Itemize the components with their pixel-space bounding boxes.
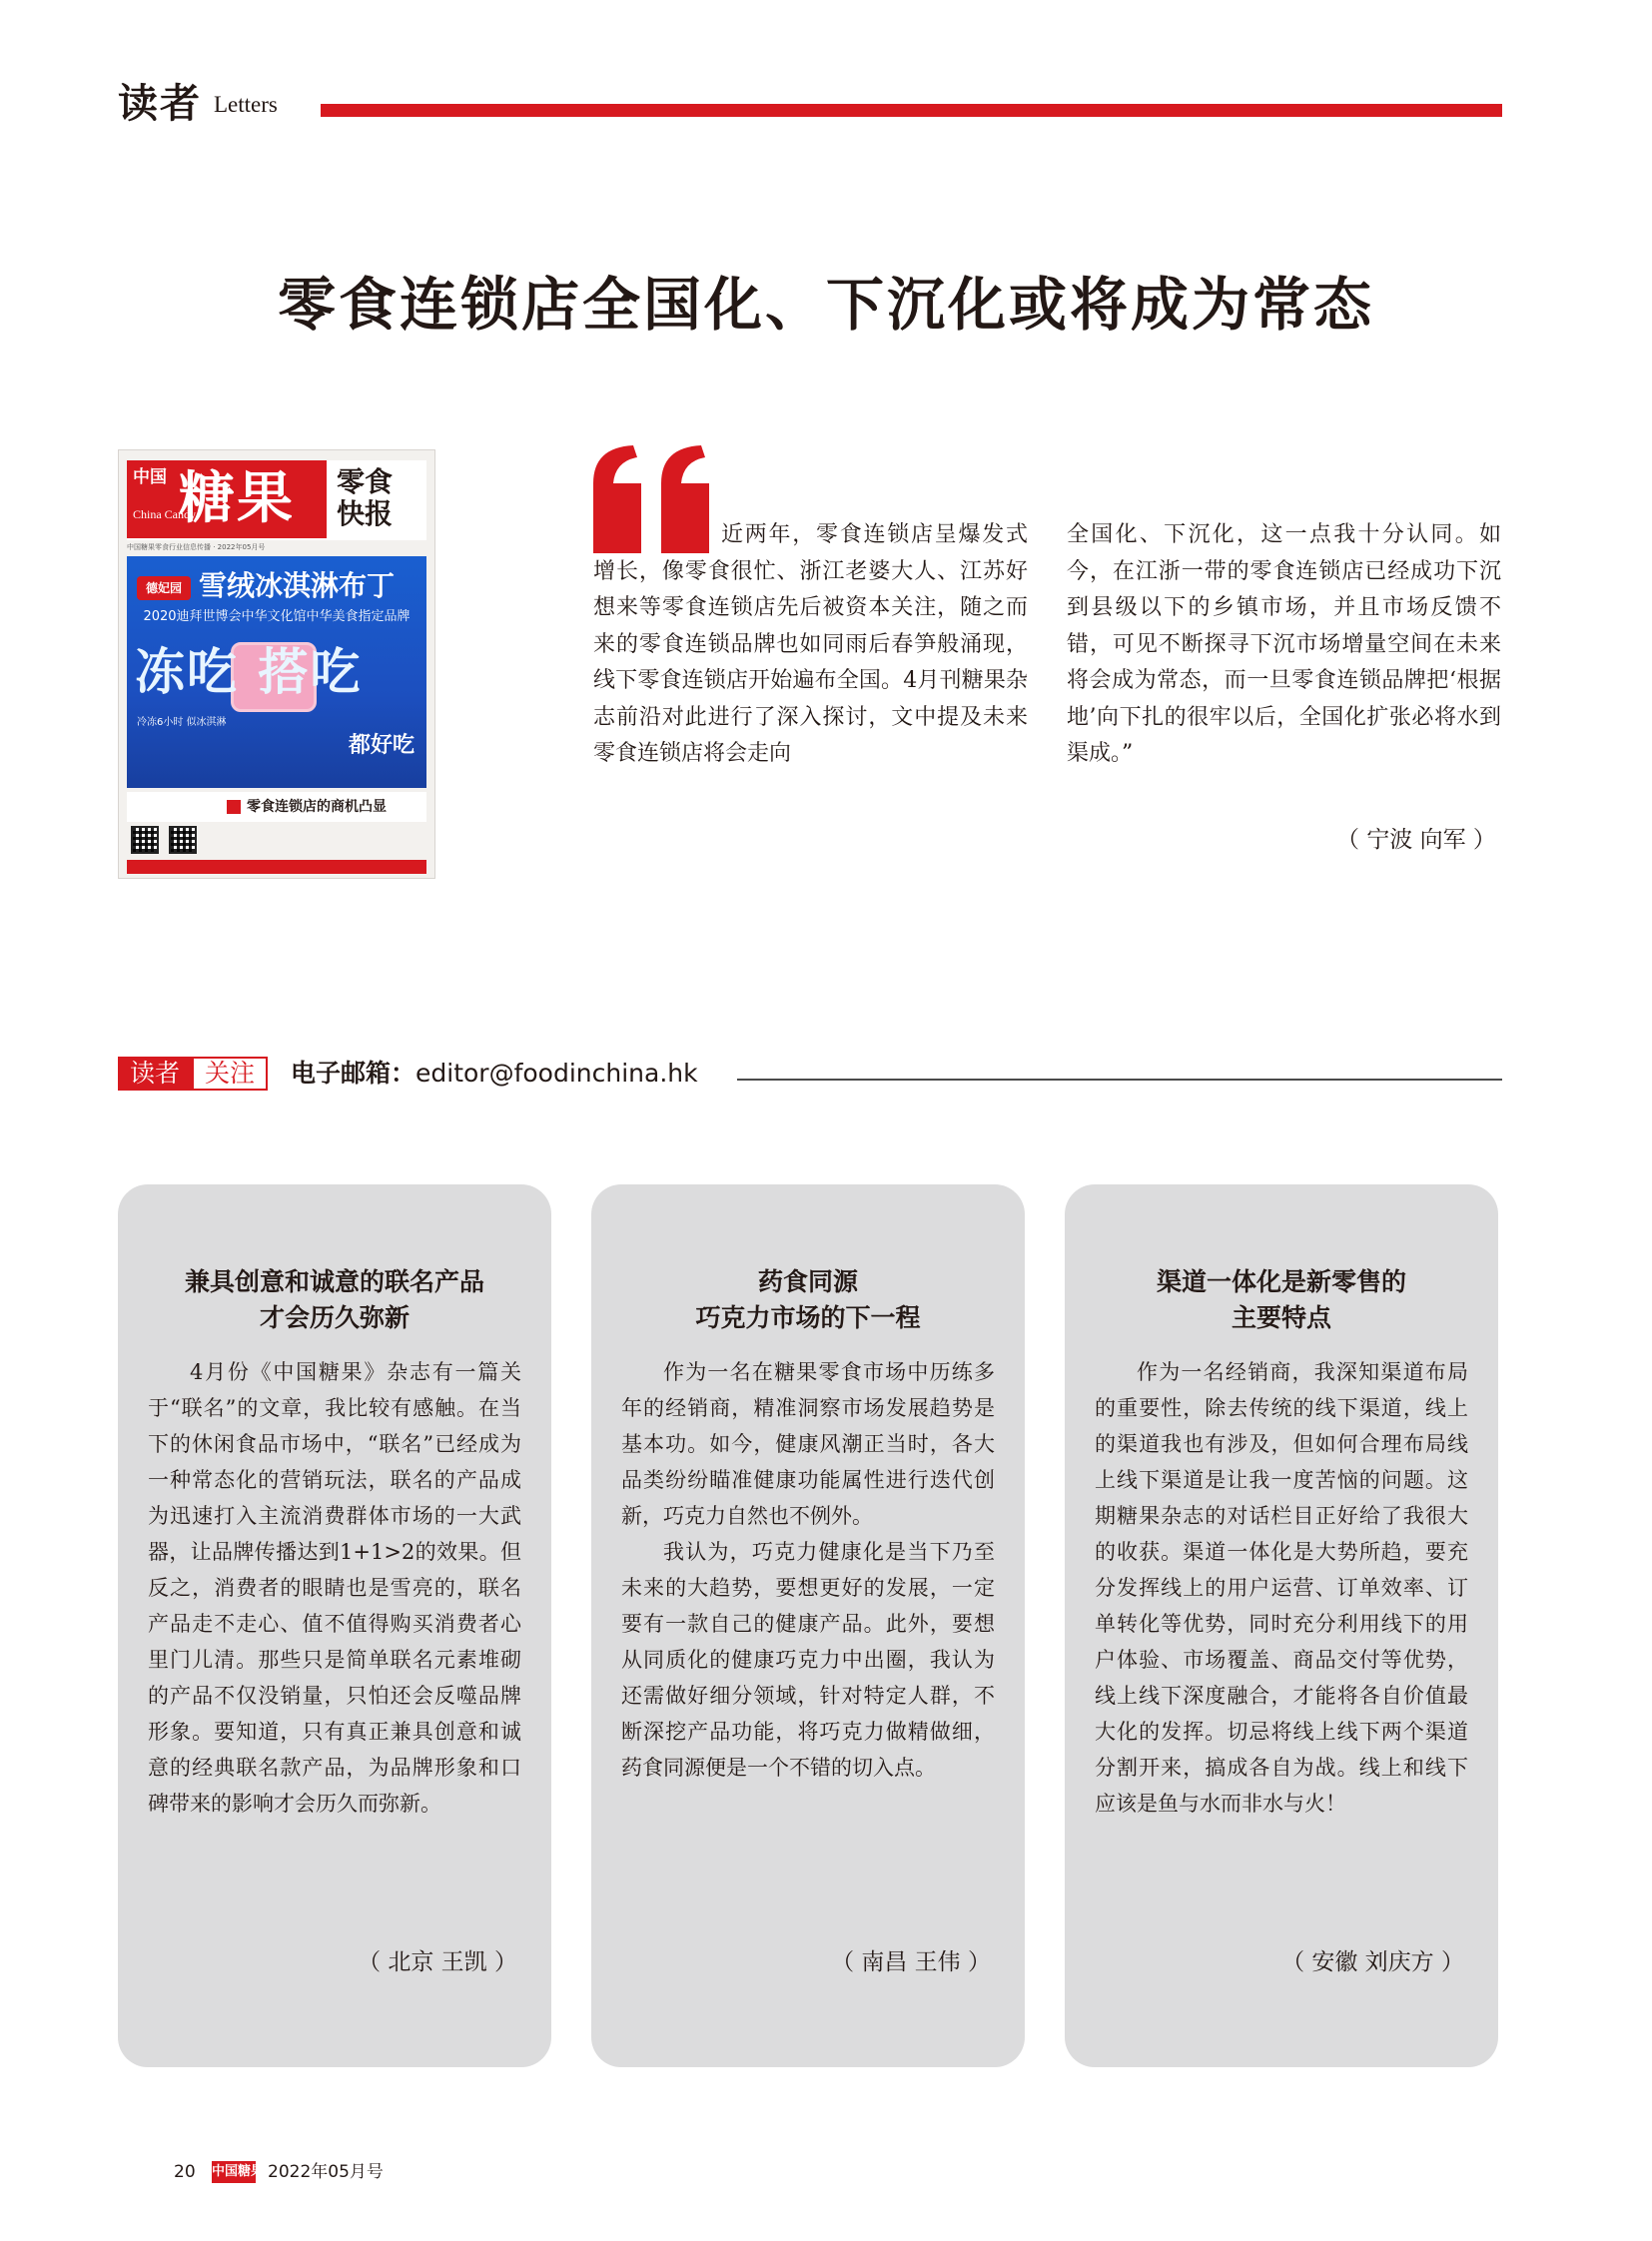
reader-tag: 读者	[118, 1057, 192, 1091]
letter-signature: （ 北京 王凯 ）	[358, 1949, 517, 1975]
magazine-cover-image	[118, 449, 435, 879]
letter-paragraph: 4月份《中国糖果》杂志有一篇关于“联名”的文章，我比较有感触。在当下的休闲食品市场中，“联名”已经成为一种常态化的营销玩法，联名的产品成为迅速打入主流消费群体市场的一大武器，让品牌传播达到1+1>2的效果。但反之，消费者的眼睛也是雪亮的，联名产品走不走心、值不值得购买消费者心里门儿清。那些只是简单联名元素堆砌的产品不仅没销量，只怕还会反噬品牌形象。要知道，只有真正兼具创意和诚意的经典联名款产品，为品牌形象和口碑带来的影响才会历久而弥新。	[148, 1360, 521, 1816]
email-address[interactable]: editor@foodinchina.hk	[415, 1059, 698, 1088]
qr-code-icon	[131, 826, 159, 854]
letter-title-line-1: 药食同源	[757, 1267, 858, 1296]
letter-signature: （ 安徽 刘庆方 ）	[1281, 1949, 1464, 1975]
letter-title	[118, 1264, 551, 1336]
cover-footer-bar	[127, 860, 426, 874]
cover-band-text: 零食连锁店的商机凸显	[247, 799, 387, 815]
cover-quick-label: 零食快报	[337, 465, 394, 530]
qr-code-icon	[169, 826, 197, 854]
section-title-en: Letters	[214, 92, 278, 117]
cover-masthead	[127, 460, 426, 540]
section-title-cn: 读者	[118, 81, 202, 127]
cover-red-block	[127, 460, 327, 538]
cover-ad	[127, 556, 426, 788]
letter-paragraph: 作为一名经销商，我深知渠道布局的重要性，除去传统的线下渠道，线上的渠道我也有涉及，但如何合理布局线上线下渠道是让我一度苦恼的问题。这期糖果杂志的对话栏目正好给了我很大的收获。渠道一体化是大势所趋，要充分发挥线上的用户运营、订单效率、订单转化等优势，同时充分利用线下的用户体验、市场覆盖、商品交付等优势，线上线下深度融合，才能将各自价值最大化的发挥。切忌将线上线下两个渠道分割开来，搞成各自为战。线上和线下应该是鱼与水而非水与火！	[1095, 1360, 1468, 1816]
letter-signature: （ 南昌 王伟 ）	[831, 1949, 991, 1975]
letter-paragraph: 作为一名在糖果零食市场中历练多年的经销商，精准洞察市场发展趋势是基本功。如今，健康风潮正当时，各大品类纷纷瞄准健康功能属性进行迭代创新，巧克力自然也不例外。	[621, 1360, 995, 1528]
letter-title-line-2: 主要特点	[1231, 1303, 1331, 1332]
cover-tangguo-logo: 糖果	[179, 465, 295, 531]
letter-card-1	[118, 1184, 551, 2067]
letter-title-line-2: 巧克力市场的下一程	[695, 1303, 921, 1332]
lead-column-2	[1067, 517, 1501, 773]
cover-candy-label: China Candy	[133, 507, 196, 521]
letter-paragraph: 我认为，巧克力健康化是当下乃至未来的大趋势，要想更好的发展，一定要有一款自己的健康产品。此外，要想从同质化的健康巧克力中出圈，我认为还需做好细分领域，针对特定人群，不断深挖产品功能，将巧克力做精做细，药食同源便是一个不错的切入点。	[621, 1540, 995, 1780]
letter-body	[148, 1354, 521, 1822]
letter-title-line-1: 兼具创意和诚意的联名产品	[184, 1267, 484, 1296]
cover-band-icon	[227, 800, 241, 814]
cover-subline: 中国糖果零食行业信息传播 · 2022年05月号	[127, 543, 266, 551]
letter-body	[1095, 1354, 1468, 1822]
cover-small-text: 冷冻6小时 似冰淇淋	[137, 717, 227, 728]
focus-tag: 关注	[192, 1057, 268, 1091]
reader-focus-bar	[118, 1055, 1502, 1095]
cover-good-text: 都好吃	[348, 733, 414, 758]
letter-card-3	[1065, 1184, 1498, 2067]
footer-logo: 中国糖果	[212, 2161, 256, 2183]
letter-title	[1065, 1264, 1498, 1336]
letter-title-line-2: 才会历久弥新	[259, 1303, 410, 1332]
lead-text-1: 近两年，零食连锁店呈爆发式增长，像零食很忙、浙江老婆大人、江苏好想来等零食连锁店先后被资本关注，随之而来的零食连锁品牌也如同雨后春笋般涌现，线下零食连锁店开始遍布全国。4月刊糖果杂志前沿对此进行了深入探讨，文中提及未来零食连锁店将会走向	[593, 522, 1028, 766]
issue-label: 2022年05月号	[268, 2162, 384, 2182]
page-header	[118, 70, 1502, 130]
article-title: 零食连锁店全国化、下沉化或将成为常态	[277, 271, 1374, 339]
page-number: 20	[174, 2162, 196, 2182]
lead-column-1	[593, 517, 1028, 773]
letter-title-line-1: 渠道一体化是新零售的	[1156, 1267, 1406, 1296]
divider-line	[737, 1079, 1502, 1081]
cover-brand-badge: 德妃园	[137, 576, 191, 600]
cover-band	[127, 792, 426, 822]
letter-title	[591, 1264, 1025, 1336]
email-label: 电子邮箱：	[291, 1059, 416, 1088]
cover-ad-line: 2020迪拜世博会中华文化馆中华美食指定品牌	[143, 609, 411, 624]
email-line	[291, 1057, 698, 1091]
letter-card-2	[591, 1184, 1025, 2067]
letter-body	[621, 1354, 995, 1786]
cover-big-text: 冻吃 搭吃	[135, 643, 363, 701]
cover-headline: 雪绒冰淇淋布丁	[199, 569, 396, 602]
header-red-bar	[321, 104, 1502, 117]
cover-china-label: 中国	[133, 467, 167, 487]
lead-signature: （ 宁波 向军 ）	[1336, 827, 1496, 853]
lead-text-2: 全国化、下沉化，这一点我十分认同。如今，在江浙一带的零食连锁店已经成功下沉到县级以下的乡镇市场，并且市场反馈不错，可见不断探寻下沉市场增量空间在未来将会成为常态，而一旦零食连锁品牌把‘根据地’向下扎的很牢以后，全国化扩张必将水到渠成。”	[1067, 522, 1501, 766]
